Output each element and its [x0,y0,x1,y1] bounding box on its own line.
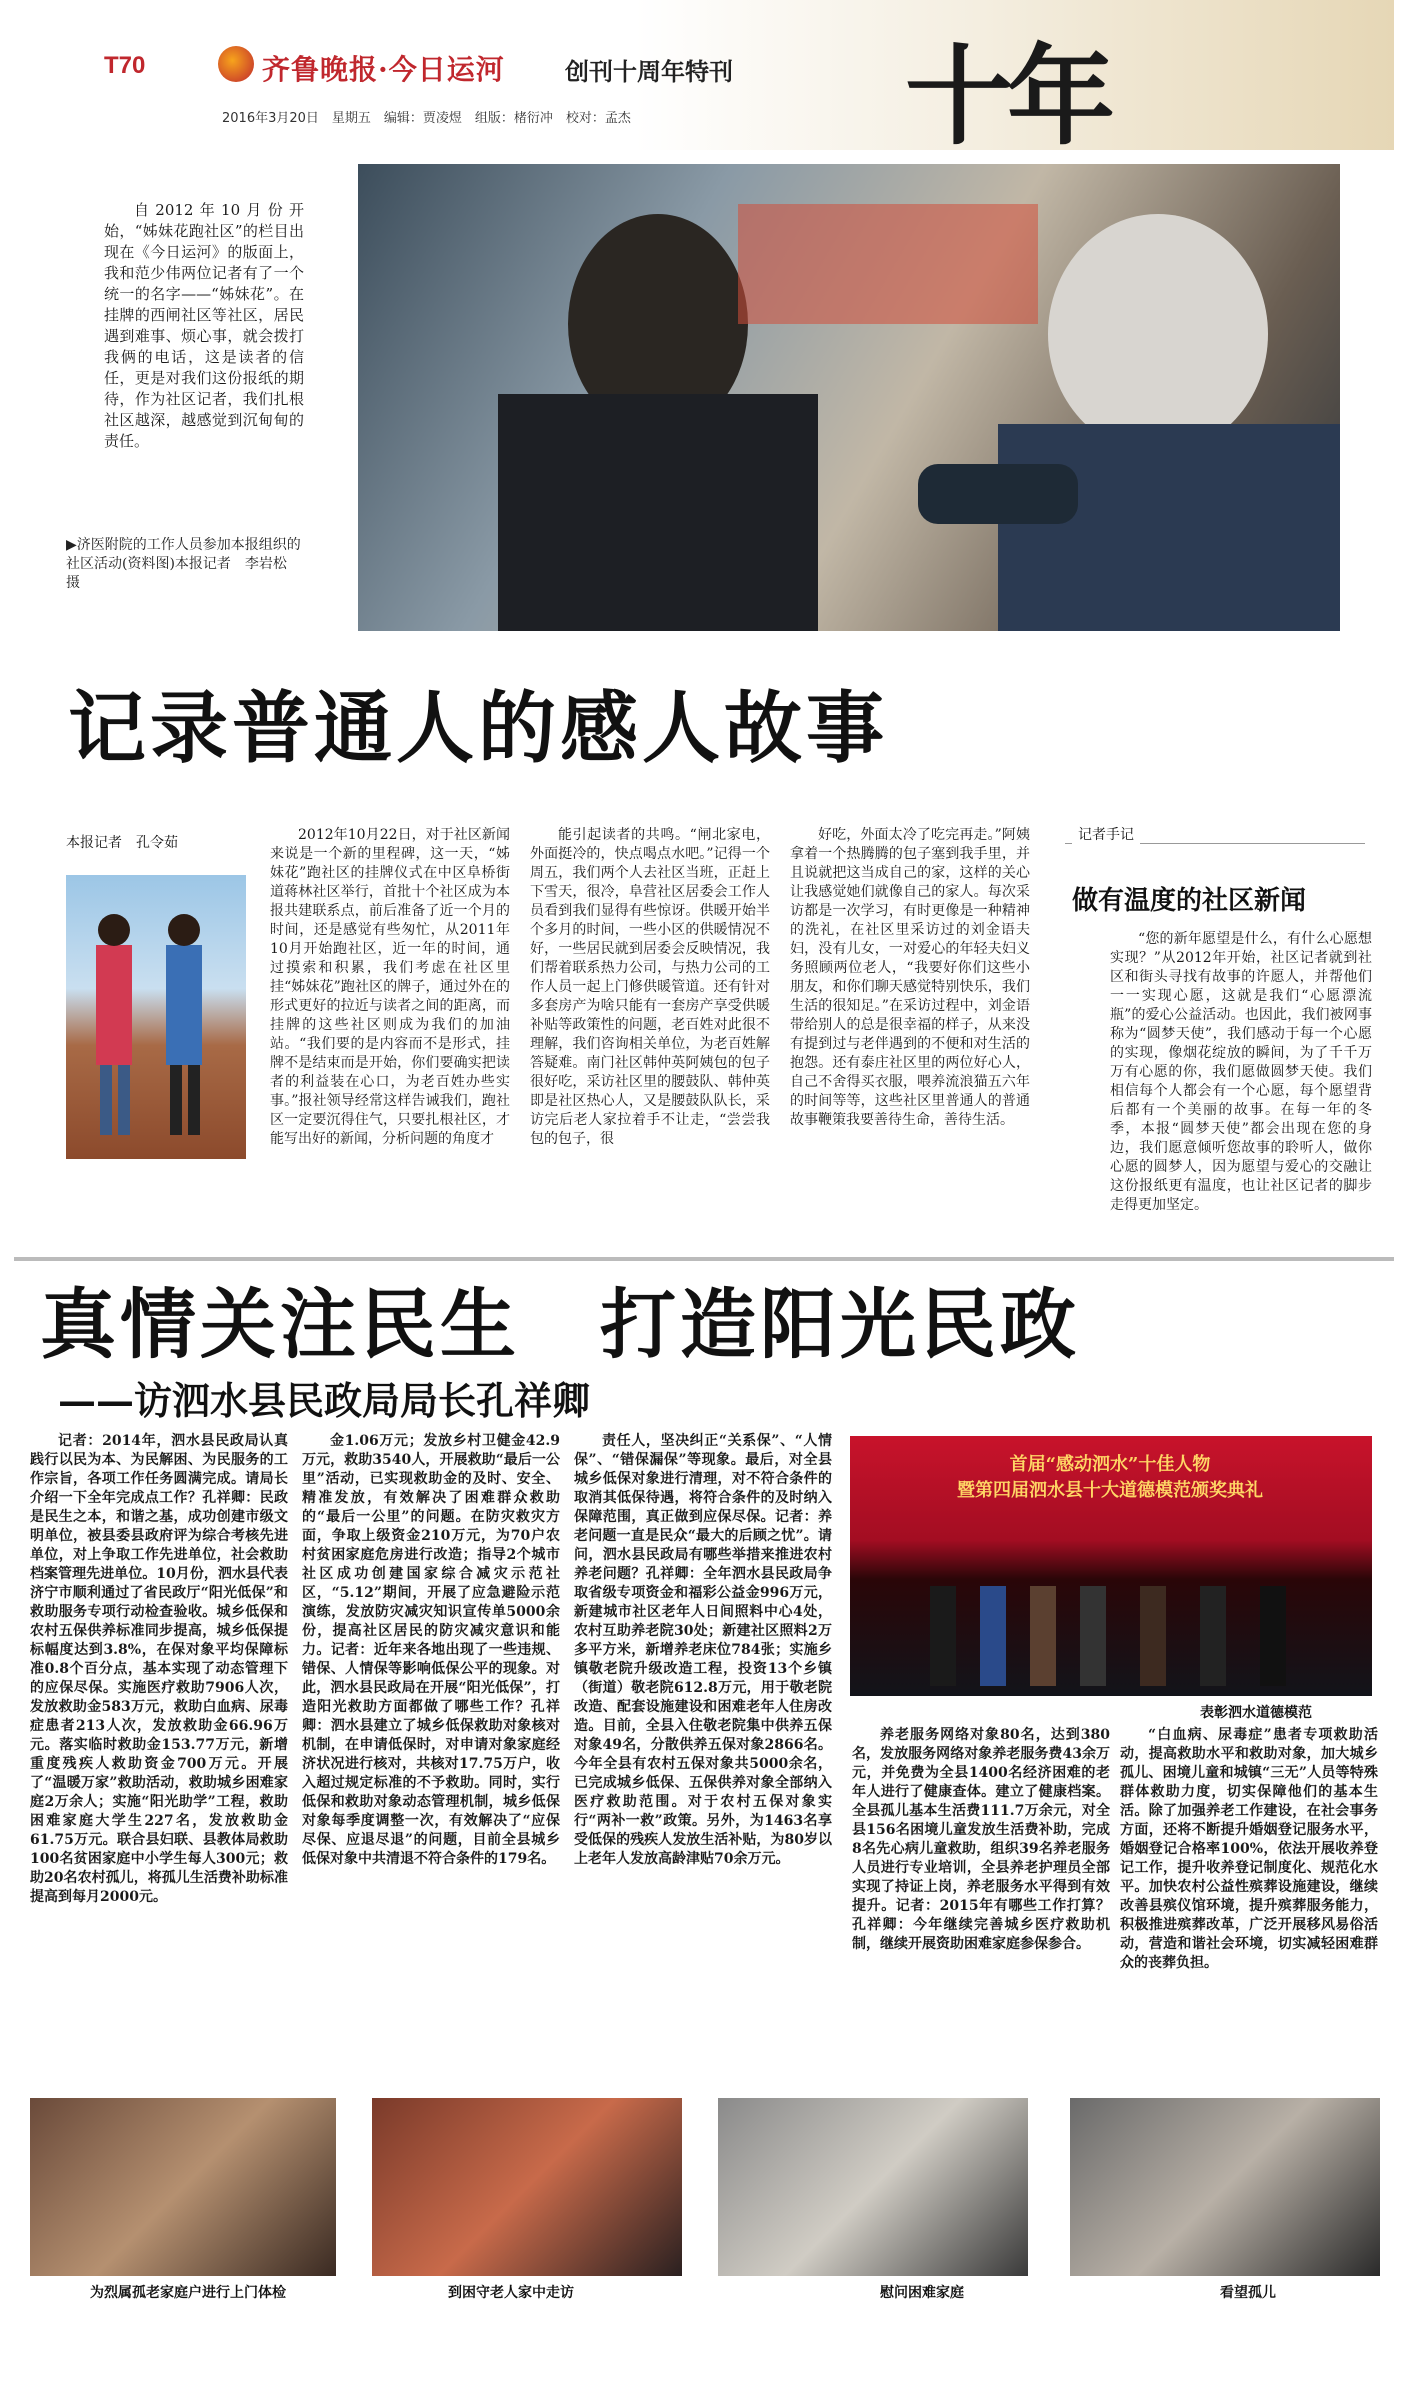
event-banner-line-1: 首届“感动泗水”十佳人物 [1009,1454,1211,1475]
anniversary-calligraphy: 十年 [905,34,1110,160]
article-headline: 记录普通人的感人故事 [68,683,889,774]
interview-column-2: 金1.06万元；发放乡村卫健金42.9万元，救助3540人，开展救助“最后一公里”活动，已实现救助金的及时、安全、精准发放，有效解决了困难群众救助的“最后一公里”的问题。在防灾救灾方面，争取上级资金210万元，为70户农村贫困家庭危房进行改造；指导2个城市社区成功创建国家综合减灾示范社区，“5.12”期间，开展了应急避险示范演练，发放防灾减灾知识宣传单5000余份，提高社区居民的防灾减灾意识和能力。记者：近年来各地出现了一些违规、错保、人情保等影响低保公平的现象。对此，泗水县民政局在开展“阳光低保”，打造阳光救助方面都做了哪些工作？孔祥卿：泗水县建立了城乡低保救助对象核对机制，在申请低保时，对申请对象家庭经济状况进行核对，共核对17.75万户，收入超过规定标准的不予救助。同时，实行低保和救助对象动态管理机制，城乡低保对象每季度调整一次，有效解决了“应保尽保、应退尽退”的问题，目前全县城乡低保对象中共清退不符合条件的179名。 [302,1433,560,1867]
article-column-3: 好吃，外面太冷了吃完再走。”阿姨拿着一个热腾腾的包子塞到我手里，并且说就把这当成自己的家，这样的关心让我感觉她们就像自己的家人。每次采访都是一次学习，有时更像是一种精神的洗礼，在社区里采访过的刘金语夫妇，没有儿女，一对爱心的年轻夫妇义务照顾两位老人，“我要好你们这些小朋友，和你们聊天感觉特别快乐，我们生活的很知足。”在采访过程中，刘金语带给别人的总是很幸福的样子，从来没有提到过与老伴遇到的不便和对生活的抱怨。还有泰庄社区里的两位好心人，自己不舍得买衣服，喂养流浪猫五六年的时间等等，这些社区里普通人的普通故事鞭策我要善待生命，善待生活。 [790,827,1030,1128]
bottom-caption-1: 为烈属孤老家庭户进行上门体检 [90,2285,286,2301]
reporters-photo [66,875,246,1159]
intro-paragraph: 自2012年10月份开始，“姊妹花跑社区”的栏目出现在《今日运河》的版面上，我和范少伟两位记者有了一个统一的名字——“姊妹花”。在挂牌的西闸社区等社区，居民遇到难事、烦心事，就会拨打我俩的电话，这是读者的信任，更是对我们这份报纸的期待，作为社区记者，我们扎根社区越深，越感觉到沉甸甸的责任。 [104,201,304,450]
page-number: T70 [104,52,146,79]
photo-illustration [358,164,1340,631]
notes-body: “您的新年愿望是什么，有什么心愿想实现？”从2012年开始，社区记者就到社区和街头寻找有故事的许愿人，并帮他们一一实现心愿，这就是我们“心愿漂流瓶”的爱心公益活动。也因此，我们被网事称为“圆梦天使”，我们感动于每一个心愿的实现，像烟花绽放的瞬间，为了千千万万有心愿的你，我们愿做圆梦天使。我们相信每个人都会有一个心愿，每个愿望背后都有一个美丽的故事。在每一年的冬季，本报“圆梦天使”都会出现在您的身边，我们愿意倾听您故事的聆听人，做你心愿的圆梦人，因为愿望与爱心的交融让这份报纸更有温度，也让社区记者的脚步走得更加坚定。 [1110,931,1372,1213]
bottom-caption-4: 看望孤儿 [1220,2285,1276,2301]
section-divider [14,1257,1394,1261]
photo-visit-elderly [372,2098,682,2276]
interview-column-4: 养老服务网络对象80名，达到380名，发放服务网络对象养老服务费43余万元，并免费为全县1400名经济困难的老年人进行了健康查体。建立了健康档案。全县孤儿基本生活费111.7万余元，对全县156名困境儿童发放生活费补助，完成8名先心病儿童救助，组织39名养老服务人员进行专业培训，全县养老护理员全部实现了持证上岗，养老服务水平得到有效提升。记者：2015年有哪些工作打算？孔祥卿：今年继续完善城乡医疗救助机制，继续开展资助困难家庭参保参合。 [852,1727,1110,1952]
event-banner-line-2: 暨第四届泗水县十大道德模范颁奖典礼 [957,1480,1263,1501]
interview-subheadline: ——访泗水县民政局局长孔祥卿 [58,1378,591,1423]
interview-column-3: 责任人，坚决纠正“关系保”、“人情保”、“错保漏保”等现象。最后，对全县城乡低保对象进行清理，对不符合条件的取消其低保待遇，将符合条件的及时纳入保障范围，真正做到应保尽保。记者：养老问题一直是民众“最大的后顾之忧”。请问，泗水县民政局有哪些举措来推进农村养老问题？孔祥卿：全年泗水县民政局争取省级专项资金和福彩公益金996万元，新建城市社区老年人日间照料中心4处，农村互助养老院30处；新建社区照料2万多平方米，新增养老床位784张；实施乡镇敬老院升级改造工程，投资13个乡镇（街道）敬老院612.8万元，用于敬老院改造、配套设施建设和困难老年人住房改造。目前，全县入住敬老院集中供养五保对象49名，分散供养五保对象2866名。今年全县有农村五保对象共5000余名，已完成城乡低保、五保供养对象全部纳入医疗救助范围。对于农村五保对象实行“两补一救”政策。另外，为1463名享受低保的残疾人发放生活补贴，为80岁以上老年人发放高龄津贴70余万元。 [574,1433,832,1867]
issue-meta: 2016年3月20日 星期五 编辑：贾凌煜 组版：楮衍冲 校对：孟杰 [222,111,631,126]
byline: 本报记者 孔令茹 [66,835,178,851]
newspaper-logo-icon [218,46,254,82]
article-column-2: 能引起读者的共鸣。“闸北家电，外面挺冷的，快点喝点水吧。”记得一个周五，我们两个人去社区当班，正赶上下雪天，很冷，阜营社区居委会工作人员看到我们显得有些惊讶。供暖开始半个多月的时间，一些小区的供暖情况不好，一些居民就到居委会反映情况，我们帮着联系热力公司，与热力公司的工作人员一起上门修供暖管道。还有针对多套房产为啥只能有一套房产享受供暖补贴等政策性的问题，老百姓对此很不理解，我们咨询相关单位，为老百姓解答疑难。南门社区韩仲英阿姨包的包子很好吃，采访社区里的腰鼓队、韩仲英即是社区热心人，又是腰鼓队队长，采访完后老人家拉着手不让走，“尝尝我包的包子，很 [530,827,770,1147]
notes-label: 记者手记 [1072,824,1140,844]
bottom-caption-3: 慰问困难家庭 [880,2285,964,2301]
photo-visit-family [718,2098,1028,2276]
interview-column-5: “白血病、尿毒症”患者专项救助活动，提高救助水平和救助对象，加大城乡孤儿、困境儿童和城镇“三无”人员等特殊群体救助力度，切实保障他们的基本生活。除了加强养老工作建设，在社会事务方面，还将不断提升婚姻登记服务水平，婚姻登记合格率100%，依法开展收养登记工作，提升收养登记制度化、规范化水平。加快农村公益性殡葬设施建设，继续改善县殡仪馆环境，提升殡葬服务能力，积极推进殡葬改革，广泛开展移风易俗活动，营造和谐社会环境，切实减轻困难群众的丧葬负担。 [1120,1727,1378,1971]
event-banner [870,1450,1350,1502]
interview-column-1: 记者：2014年，泗水县民政局认真践行以民为本、为民解困、为民服务的工作宗旨，各项工作任务圆满完成。请局长介绍一下全年完成点工作？孔祥卿：民政是民生之本，和谐之基，成功创建市级文明单位，被县委县政府评为综合考核先进单位，对上争取工作先进单位，社会救助档案管理先进单位。10月份，泗水县代表济宁市顺利通过了省民政厅“阳光低保”和救助服务专项行动检查验收。城乡低保和农村五保供养标准同步提高，城乡低保提标幅度达到3.8%，在保对象平均保障标准0.8个百分点，基本实现了动态管理下的应保尽保。实施医疗救助7906人次，发放救助金583万元，救助白血病、尿毒症患者213人次，发放救助金66.96万元。落实临时救助金153.77万元，新增重度残疾人救助资金700万元。开展了“温暖万家”救助活动，救助城乡困难家庭2万余人；实施“阳光助学”工程，救助困难家庭大学生227名，发放救助金61.75万元。联合县妇联、县教体局救助100名贫困家庭中小学生每人300元；救助20名农村孤儿，将孤儿生活费补助标准提高到每月2000元。 [30,1433,288,1905]
photo-home-checkup [30,2098,336,2276]
interview-headline: 真情关注民生 打造阳光民政 [40,1280,1080,1369]
newspaper-brand: 齐鲁晚报·今日运河 [262,53,505,86]
photo-visit-orphan [1070,2098,1380,2276]
article-column-1: 2012年10月22日，对于社区新闻来说是一个新的里程碑，这一天，“姊妹花”跑社区的挂牌仪式在中区阜桥街道蒋林社区举行，首批十个社区成为本报共建联系点，前后准备了近一个月的时间，还是感觉有些匆忙，从2011年10月开始跑社区，近一年的时间，通过摸索和积累，我们考虑在社区里挂“姊妹花”跑社区的牌子，通过外在的形式更好的拉近与读者之间的距离，而挂牌的这些社区则成为我们的加油站。“我们要的是内容而不是形式，挂牌不是结束而是开始，你们要确实把读者的利益装在心口，为老百姓办些实事。”报社领导经常这样告诫我们，跑社区一定要沉得住气，只要扎根社区，才能写出好的新闻，分析问题的角度才 [270,827,510,1147]
event-photo-caption: 表彰泗水道德模范 [1200,1705,1312,1721]
notes-title: 做有温度的社区新闻 [1072,886,1307,916]
bottom-caption-2: 到困守老人家中走访 [448,2285,574,2301]
community-health-photo [358,164,1340,631]
photo-caption: ▶济医附院的工作人员参加本报组织的社区活动(资料图)本报记者 李岩松 摄 [66,537,301,591]
special-edition-title: 创刊十周年特刊 [565,57,733,86]
